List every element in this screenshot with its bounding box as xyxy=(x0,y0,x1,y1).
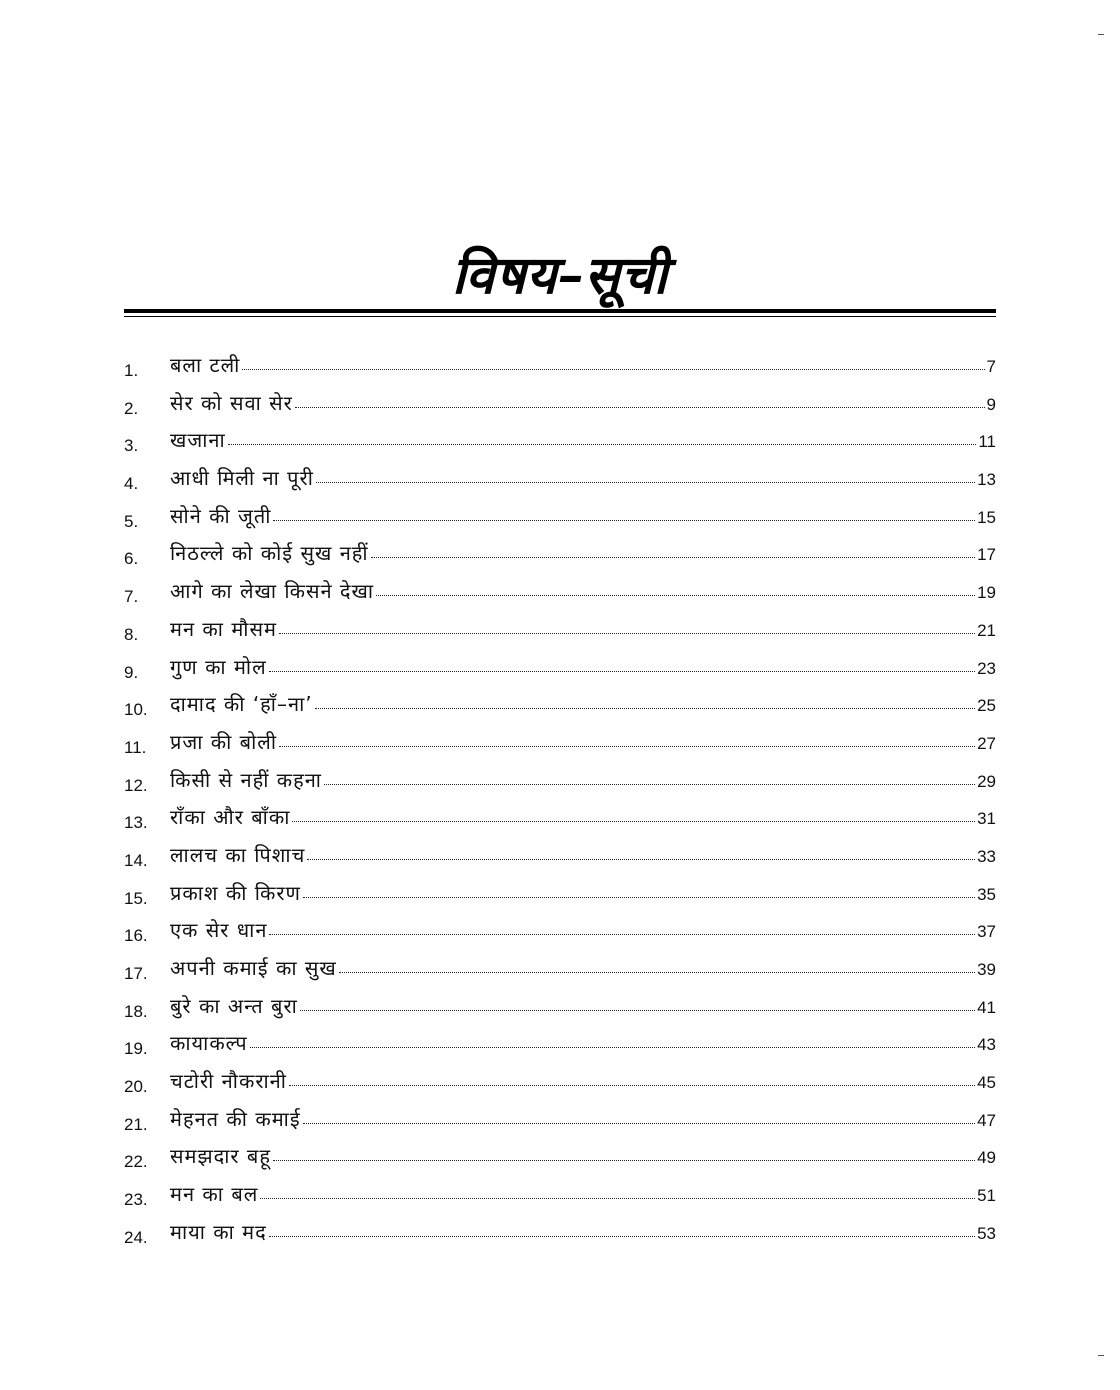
toc-entry-page-number[interactable]: 29 xyxy=(977,771,996,791)
toc-entry-page-number[interactable]: 51 xyxy=(977,1186,996,1206)
toc-entry-title[interactable]: प्रकाश की किरण xyxy=(170,880,301,905)
toc-entry-number: 22. xyxy=(124,1152,148,1172)
toc-entry[interactable] xyxy=(124,686,996,724)
toc-entry[interactable] xyxy=(124,1101,996,1139)
toc-entry-page-number[interactable]: 17 xyxy=(977,545,996,565)
toc-dot-leader xyxy=(303,896,975,898)
toc-dot-leader xyxy=(316,481,975,483)
toc-entry-number: 17. xyxy=(124,964,148,983)
toc-entry-number: 14. xyxy=(124,850,148,870)
toc-entry[interactable] xyxy=(124,988,996,1026)
toc-dot-leader xyxy=(242,368,984,370)
toc-dot-leader xyxy=(269,670,975,672)
toc-entry-title[interactable]: बला टली xyxy=(170,353,241,377)
toc-entry-page-number[interactable]: 37 xyxy=(977,922,996,942)
toc-entry-title[interactable]: प्रजा की बोली xyxy=(170,729,277,754)
toc-entry-title[interactable]: लालच का पिशाच xyxy=(170,842,306,867)
toc-entry-title[interactable]: गुण का मोल xyxy=(170,654,267,679)
toc-entry-title[interactable]: राँका और बाँका xyxy=(170,805,291,830)
toc-entry-number: 16. xyxy=(124,926,148,946)
toc-dot-leader xyxy=(315,707,975,709)
toc-dot-leader xyxy=(279,632,975,634)
toc-entry-title[interactable]: चटोरी नौकरानी xyxy=(170,1069,287,1094)
toc-entry-title[interactable]: अपनी कमाई का सुख xyxy=(170,956,337,980)
toc-dot-leader xyxy=(250,1046,975,1048)
toc-entry-number: 21. xyxy=(124,1114,148,1134)
crop-mark-top xyxy=(1098,34,1104,35)
toc-entry-number: 8. xyxy=(124,624,139,644)
toc-dot-leader xyxy=(295,406,985,408)
toc-entry-page-number[interactable]: 27 xyxy=(977,733,996,753)
toc-entry-number: 11. xyxy=(124,737,147,757)
toc-entry-number: 24. xyxy=(124,1227,148,1247)
title-rule-thin xyxy=(124,316,996,317)
toc-dot-leader xyxy=(273,1159,975,1161)
toc-entry[interactable] xyxy=(124,875,996,913)
toc-entry-number: 4. xyxy=(124,474,139,494)
toc-entry-title[interactable]: समझदार बहू xyxy=(170,1144,271,1169)
toc-entry-page-number[interactable]: 23 xyxy=(977,658,996,678)
toc-entry-page-number[interactable]: 39 xyxy=(977,960,996,979)
toc-entry-page-number[interactable]: 19 xyxy=(977,583,996,603)
toc-entry-page-number[interactable]: 7 xyxy=(986,357,996,376)
toc-entry[interactable] xyxy=(124,460,996,498)
toc-entry-title[interactable]: खजाना xyxy=(170,428,226,453)
toc-entry-title[interactable]: कायाकल्प xyxy=(170,1031,248,1056)
toc-entry[interactable] xyxy=(124,1176,996,1214)
toc-entry-number: 23. xyxy=(124,1190,148,1210)
toc-entry-title[interactable]: सोने की जूती xyxy=(170,503,272,528)
toc-entry-number: 18. xyxy=(124,1001,148,1021)
toc-entry[interactable] xyxy=(124,535,996,573)
toc-entry[interactable] xyxy=(124,611,996,649)
toc-dot-leader xyxy=(228,443,977,445)
toc-entry-page-number[interactable]: 15 xyxy=(977,507,996,527)
toc-entry-number: 12. xyxy=(124,775,148,795)
toc-dot-leader xyxy=(292,820,975,822)
crop-mark-bottom xyxy=(1098,1355,1104,1356)
toc-entry[interactable] xyxy=(124,385,996,423)
toc-entry-number: 6. xyxy=(124,549,139,569)
toc-entry-title[interactable]: बुरे का अन्त बुरा xyxy=(170,993,298,1018)
toc-entry-number: 3. xyxy=(124,436,139,456)
toc-entry-title[interactable]: एक सेर धान xyxy=(170,918,268,943)
toc-entry[interactable] xyxy=(124,649,996,687)
toc-entry-page-number[interactable]: 49 xyxy=(977,1148,996,1168)
toc-entry[interactable] xyxy=(124,1063,996,1101)
toc-entry-number: 2. xyxy=(124,398,139,418)
toc-entry[interactable] xyxy=(124,799,996,837)
toc-entry-page-number[interactable]: 53 xyxy=(977,1223,996,1243)
toc-entry-page-number[interactable]: 35 xyxy=(977,884,996,904)
toc-entry-title[interactable]: माया का मद xyxy=(170,1219,267,1244)
toc-entry-number: 15. xyxy=(124,888,148,908)
toc-entry-title[interactable]: आगे का लेखा किसने देखा xyxy=(170,579,375,604)
toc-dot-leader xyxy=(303,1122,975,1124)
toc-entry-page-number[interactable]: 43 xyxy=(977,1035,996,1055)
toc-entry[interactable] xyxy=(124,498,996,536)
toc-entry-number: 10. xyxy=(124,700,148,720)
toc-entry-number: 7. xyxy=(124,587,139,607)
toc-entry-page-number[interactable]: 13 xyxy=(977,470,996,490)
toc-entry[interactable] xyxy=(124,762,996,800)
page-title: विषय–सूची xyxy=(451,245,669,306)
toc-dot-leader xyxy=(300,1009,975,1011)
toc-entry-title[interactable]: किसी से नहीं कहना xyxy=(170,767,322,792)
toc-entry-page-number[interactable]: 11 xyxy=(978,432,996,452)
toc-entry[interactable] xyxy=(124,573,996,611)
table-of-contents xyxy=(124,347,996,1252)
toc-dot-leader xyxy=(307,858,975,860)
toc-entry-title[interactable]: मन का मौसम xyxy=(170,616,277,641)
toc-entry-page-number[interactable]: 41 xyxy=(977,997,996,1017)
toc-entry-number: 1. xyxy=(124,361,139,380)
toc-entry[interactable] xyxy=(124,724,996,762)
toc-entry-page-number[interactable]: 9 xyxy=(986,394,996,414)
toc-entry[interactable] xyxy=(124,1025,996,1063)
toc-entry[interactable] xyxy=(124,1214,996,1252)
toc-entry-page-number[interactable]: 45 xyxy=(977,1073,996,1093)
toc-entry-page-number[interactable]: 21 xyxy=(977,620,996,640)
toc-dot-leader xyxy=(371,556,975,558)
toc-entry-number: 19. xyxy=(124,1039,148,1059)
toc-entry-page-number[interactable]: 31 xyxy=(977,809,996,829)
toc-entry[interactable] xyxy=(124,422,996,460)
toc-entry-page-number[interactable]: 47 xyxy=(977,1110,996,1130)
toc-entry-title[interactable]: निठल्ले को कोई सुख नहीं xyxy=(170,541,369,566)
toc-entry[interactable] xyxy=(124,912,996,950)
toc-entry-page-number[interactable]: 25 xyxy=(977,696,996,716)
toc-dot-leader xyxy=(289,1084,975,1086)
toc-entry-page-number[interactable]: 33 xyxy=(977,846,996,866)
toc-entry[interactable] xyxy=(124,347,996,385)
toc-entry[interactable] xyxy=(124,950,996,988)
toc-entry-title[interactable]: सेर को सवा सेर xyxy=(170,390,293,415)
toc-dot-leader xyxy=(269,933,975,935)
toc-entry-number: 5. xyxy=(124,511,139,531)
toc-dot-leader xyxy=(376,594,975,596)
toc-entry-title[interactable]: मेहनत की कमाई xyxy=(170,1106,301,1131)
toc-entry-title[interactable]: मन का बल xyxy=(170,1182,259,1207)
toc-entry-number: 13. xyxy=(124,813,148,833)
toc-entry-number: 9. xyxy=(124,662,139,682)
toc-entry[interactable] xyxy=(124,837,996,875)
toc-dot-leader xyxy=(260,1197,975,1199)
toc-dot-leader xyxy=(324,783,975,785)
toc-entry-number: 20. xyxy=(124,1077,148,1097)
toc-entry-title[interactable]: दामाद की ‘हाँ–ना’ xyxy=(170,692,313,717)
toc-dot-leader xyxy=(279,745,975,747)
toc-dot-leader xyxy=(269,1235,975,1237)
toc-entry-title[interactable]: आधी मिली ना पूरी xyxy=(170,466,314,491)
toc-entry[interactable] xyxy=(124,1138,996,1176)
title-rule-thick xyxy=(124,309,996,313)
toc-dot-leader xyxy=(339,971,975,973)
toc-dot-leader xyxy=(273,519,975,521)
